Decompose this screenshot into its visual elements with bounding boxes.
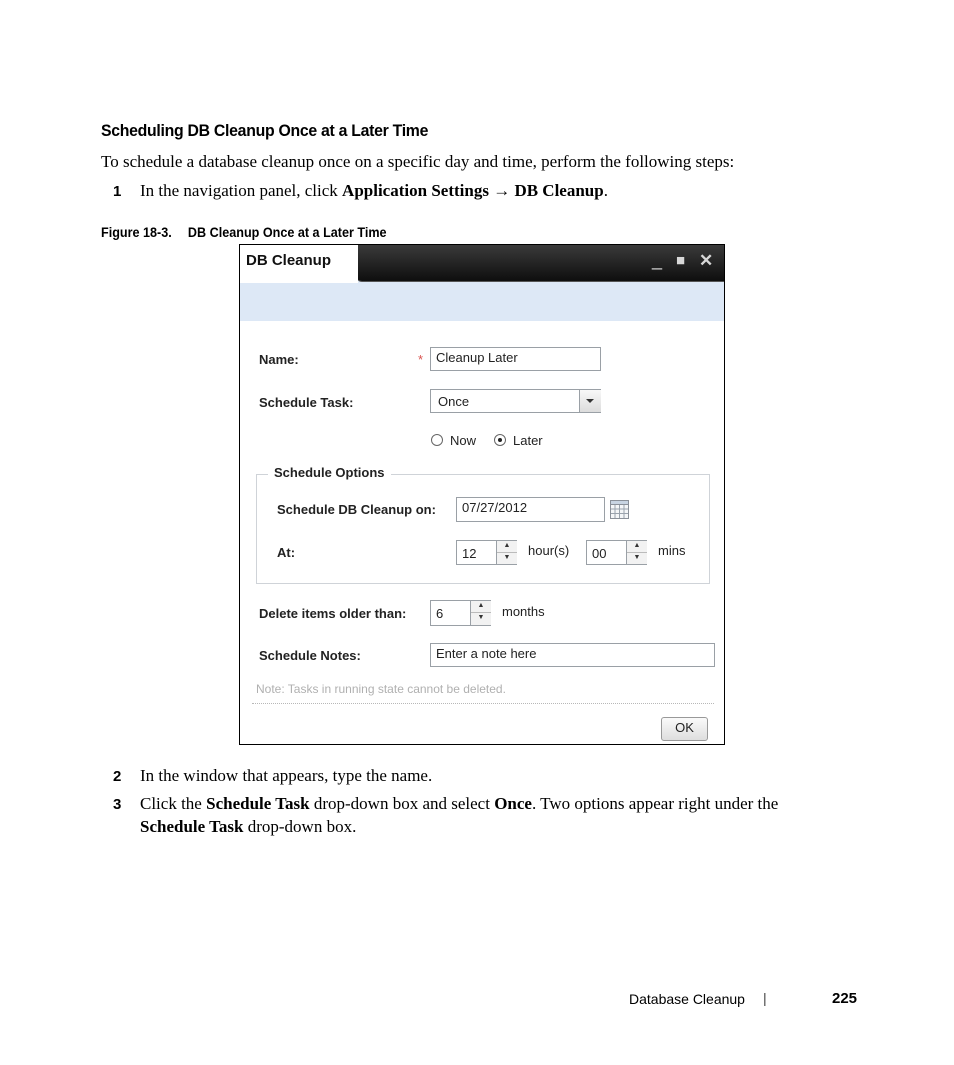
minutes-spin-buttons[interactable] [626,541,647,564]
months-unit: months [502,604,545,619]
step-3-t3: . Two options appear right under the [531,794,779,813]
hours-spin-buttons[interactable] [496,541,517,564]
step-3-t2: drop-down box and select [309,794,495,813]
spin-down-icon[interactable]: ▼ [477,614,485,621]
step-3-once: Once [494,794,532,813]
months-spin-buttons[interactable] [470,601,491,625]
ok-button[interactable]: OK [661,717,708,741]
running-state-note: Note: Tasks in running state cannot be deleted. [256,682,506,696]
calendar-icon[interactable] [610,499,629,519]
maximize-icon[interactable]: ■ [676,252,686,269]
dialog-title: DB Cleanup [246,252,332,269]
step-1-post: . [603,181,608,200]
radio-now[interactable] [431,434,443,446]
cleanup-on-label: Schedule DB Cleanup on: [277,502,436,517]
name-input[interactable]: Cleanup Later [430,347,601,371]
step-1-menu-db-cleanup: DB Cleanup [514,181,604,200]
radio-now-label: Now [450,433,477,448]
radio-later[interactable] [494,434,506,446]
step-3-t4: drop-down box. [243,817,357,836]
step-1-pre: In the navigation panel, click [140,181,343,200]
step-3-number: 3 [113,796,122,813]
minutes-spinner[interactable] [586,540,647,565]
spin-up-icon[interactable]: ▲ [497,541,517,553]
section-heading: Scheduling DB Cleanup Once at a Later Time [101,121,429,140]
schedule-options-group [256,474,710,584]
hours-value: 12 [462,546,477,561]
chevron-down-icon[interactable] [579,390,601,412]
figure-title: DB Cleanup Once at a Later Time [187,224,387,240]
step-3-t1: Click the [140,794,207,813]
close-icon[interactable]: ✕ [699,251,714,270]
figure-caption [101,224,387,240]
schedule-notes-label: Schedule Notes: [259,648,361,663]
hours-spinner[interactable] [456,540,517,565]
step-3-schedule-task-2: Schedule Task [140,817,244,836]
footer-section-name: Database Cleanup [629,991,745,1007]
schedule-task-label: Schedule Task: [259,395,354,410]
months-spinner[interactable] [430,600,491,626]
spin-up-icon[interactable]: ▲ [471,601,491,613]
footer-separator: | [763,990,767,1006]
schedule-task-value: Once [438,394,470,409]
minutes-value: 00 [592,546,607,561]
step-2-number: 2 [113,768,122,785]
dialog-titlebar [356,245,724,282]
spin-down-icon[interactable]: ▼ [633,553,641,561]
step-1-text [140,181,608,201]
minimize-icon[interactable]: _ [652,250,663,270]
divider [252,703,714,704]
delete-older-label: Delete items older than: [259,606,407,621]
hours-unit: hour(s) [528,543,570,558]
figure-number: Figure 18-3. [101,224,172,240]
spin-down-icon[interactable]: ▼ [503,553,511,561]
schedule-notes-input[interactable]: Enter a note here [430,643,715,667]
intro-paragraph: To schedule a database cleanup once on a specific day and time, perform the following steps: [101,152,735,171]
spin-up-icon[interactable]: ▲ [627,541,647,553]
page-number: 225 [832,990,858,1007]
schedule-task-select[interactable] [430,389,601,413]
months-value: 6 [436,606,444,621]
arrow-icon: → [488,181,515,200]
step-1-menu-app-settings: Application Settings [342,181,489,200]
schedule-options-legend: Schedule Options [268,465,391,480]
db-cleanup-dialog [239,244,725,745]
step-2-text: In the window that appears, type the name. [140,766,433,785]
step-3-line-1 [140,794,778,814]
minutes-unit: mins [658,543,686,558]
step-3-schedule-task: Schedule Task [206,794,310,813]
at-label: At: [277,545,296,560]
date-input[interactable]: 07/27/2012 [456,497,605,522]
required-mark: * [418,352,424,367]
step-3-line-2 [140,817,356,837]
name-label: Name: [259,352,299,367]
radio-later-label: Later [513,433,543,448]
dialog-title-tab [240,245,358,283]
step-1-number: 1 [113,183,122,200]
